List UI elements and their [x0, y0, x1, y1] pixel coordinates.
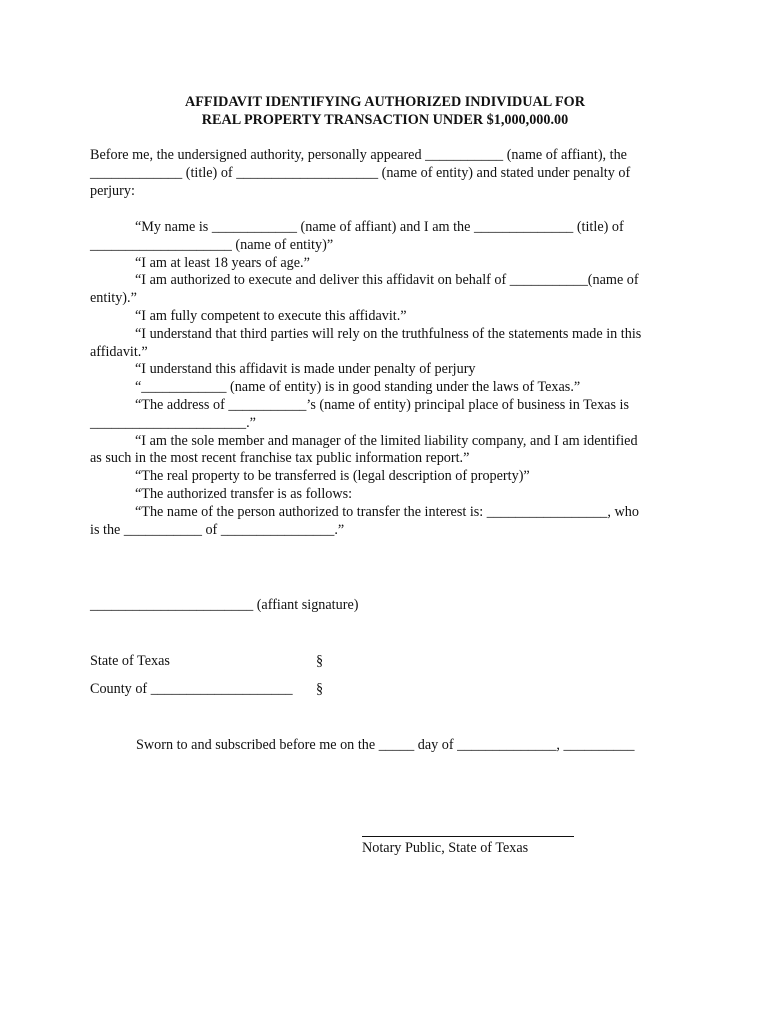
state-label: State of Texas: [90, 653, 170, 669]
intro-paragraph: [90, 147, 678, 200]
section-symbol: §: [316, 681, 324, 697]
statement-line: “The name of the person authorized to transfer the interest is: _________________, who: [135, 503, 639, 520]
intro-line: perjury:: [90, 182, 135, 199]
document-title-line-1: AFFIDAVIT IDENTIFYING AUTHORIZED INDIVIDUAL FOR: [185, 94, 585, 110]
statement-line: “My name is ____________ (name of affiant) and I am the ______________ (title) of: [135, 219, 624, 235]
county-label: County of ____________________: [90, 681, 293, 697]
notary-signature-line: [362, 836, 574, 837]
statement-line: “I understand that third parties will rely on the truthfulness of the statements made in this: [135, 325, 642, 342]
statement-line: “I am the sole member and manager of the limited liability company, and I am identified: [135, 432, 638, 449]
sworn-statement: Sworn to and subscribed before me on the _____ day of ______________, __________: [136, 737, 635, 753]
statement-line: ____________________ (name of entity)”: [90, 236, 334, 253]
statement-line: “The real property to be transferred is (legal description of property)”: [135, 468, 530, 485]
statement-line: “The authorized transfer is as follows:: [135, 485, 353, 502]
section-symbol: §: [316, 653, 324, 669]
statement-line: affidavit.”: [90, 343, 148, 360]
document-title-line-2: REAL PROPERTY TRANSACTION UNDER $1,000,000.00: [201, 112, 569, 128]
statement-line: “I understand this affidavit is made under penalty of perjury: [135, 361, 476, 378]
statement-line: “I am at least 18 years of age.”: [135, 254, 310, 271]
intro-line: Before me, the undersigned authority, personally appeared ___________ (name of affiant), the: [90, 147, 627, 163]
statement-line: is the ___________ of ________________.”: [90, 521, 345, 538]
affiant-signature-line: _______________________ (affiant signature): [90, 597, 359, 613]
statement-line: entity).”: [90, 290, 137, 307]
notary-label: Notary Public, State of Texas: [362, 840, 529, 856]
statement-line: “____________ (name of entity) is in good standing under the laws of Texas.”: [135, 379, 581, 396]
intro-line: _____________ (title) of ____________________ (name of entity) and stated under penalty of: [90, 164, 631, 181]
statement-line: “The address of ___________’s (name of entity) principal place of business in Texas is: [135, 396, 630, 413]
statements-block: [90, 219, 680, 539]
statement-line: ______________________.”: [90, 414, 256, 431]
statement-line: “I am fully competent to execute this affidavit.”: [135, 307, 407, 324]
statement-line: “I am authorized to execute and deliver this affidavit on behalf of ___________(name of: [135, 272, 639, 289]
statement-line: as such in the most recent franchise tax public information report.”: [90, 450, 470, 467]
